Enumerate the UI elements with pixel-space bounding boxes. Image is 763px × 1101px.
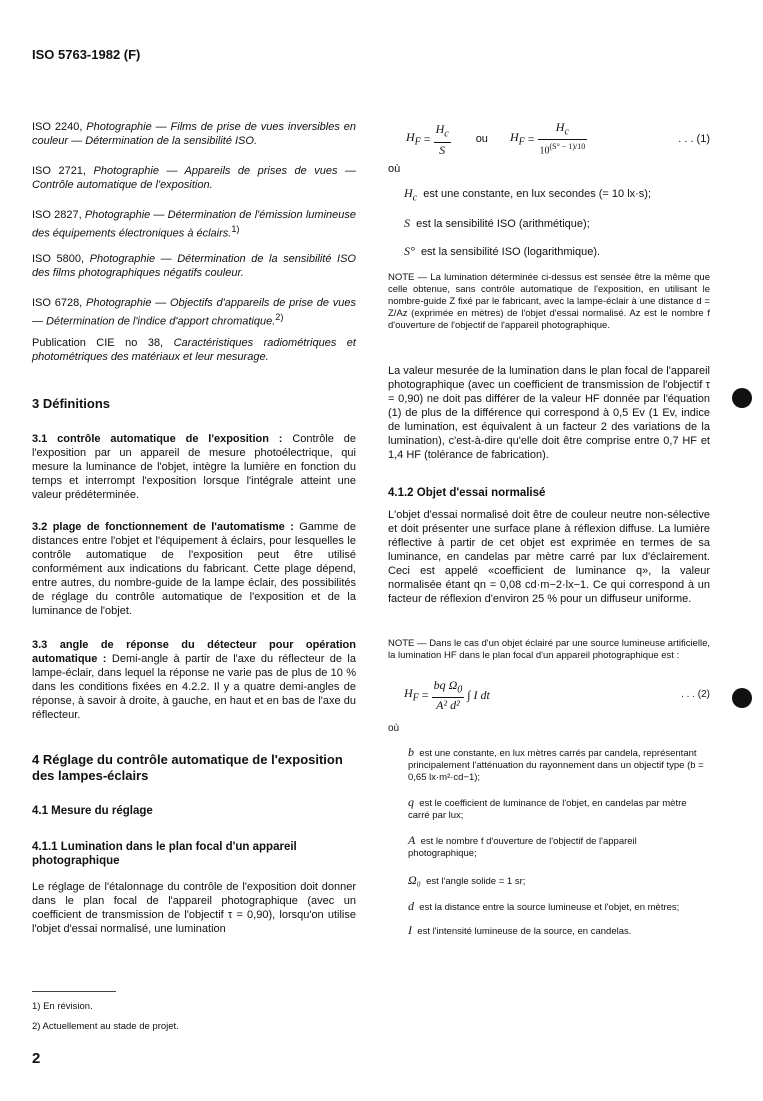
footnote-divider bbox=[32, 991, 116, 992]
section-4-1-2-title: 4.1.2 Objet d'essai normalisé bbox=[388, 487, 546, 499]
def-q: q est le coefficient de luminance de l'objet, en candelas par mètre carré par lux; bbox=[408, 795, 687, 821]
reference-iso-2721: ISO 2721, Photographie — Appareils de prises de vues — Contrôle automatique de l'exposition. bbox=[32, 165, 356, 191]
reference-iso-2240: ISO 2240, Photographie — Films de prise de vues inversibles en couleur — Détermination de la sensibilité ISO. bbox=[32, 121, 356, 147]
def-b: b est une constante, en lux mètres carrés par candela, représentant principalement l'atténuation du rayonnement dans un objectif type (b = 0,65 lx·m²·cd−1); bbox=[408, 745, 704, 783]
section-4-title: 4 Réglage du contrôle automatique de l'exposition des lampes-éclairs bbox=[32, 752, 343, 783]
definition-3-2: 3.2 plage de fonctionnement de l'automatisme : Gamme de distances entre l'objet et l'équipement à éclairs, pour lesquelles le contrôle automatique de l'exposition peut être utilisé conformément aux indications du fabricant. Cette plage dépend, entre autres, du nombre-guide de la lampe éclair, des possibilités de réglage du contrôle automatique de l'exposition et de la luminance de l'objet. bbox=[32, 521, 356, 617]
footnote-1: 1) En révision. bbox=[32, 1001, 93, 1012]
def-s: S est la sensibilité ISO (arithmétique); bbox=[404, 216, 590, 230]
ou-label-2: où bbox=[388, 723, 400, 734]
change-marker-dot bbox=[732, 688, 752, 708]
equation-2-label: . . . (2) bbox=[681, 689, 710, 701]
equation-1-fraction-a: $\frac{H_c}{S}$ bbox=[435, 122, 449, 157]
def-d: d est la distance entre la source lumineuse et l'objet, en mètres; bbox=[408, 899, 680, 913]
note-2: NOTE — Dans le cas d'un objet éclairé par une source lumineuse artificielle, la lumination HF dans le plan focal d'un appareil photographique est : bbox=[388, 638, 710, 661]
equation-1-fraction-b: $\frac{H_c}{10^{(S^\circ - 1)/10}}$ bbox=[539, 120, 586, 157]
document-code: ISO 5763-1982 (F) bbox=[32, 47, 141, 62]
equation-1-label: . . . (1) bbox=[678, 133, 710, 146]
note-1: NOTE — La lumination déterminée ci-dessus est sensée être la même que celle obtenue, sans contrôle automatique de l'exposition, en utilisant le nombre-guide Z fixé par le fabricant, avec la lampe-éclair à une distance d = Z/Az (exprimée en mètres) de l'objet d'essai normalisé. Az est le nombre f d'ouverture de l'objectif de l'appareil photographique. bbox=[388, 272, 710, 331]
definition-3-3: 3.3 angle de réponse du détecteur pour opération automatique : Demi-angle à partir de l'axe du réflecteur de la lampe-éclair, dans lequel la réponse ne varie pas de plus de 10 % dans les conditions fixées en 4.2.2. Il y a quatre demi-angles de réponse, à savoir à droite, à gauche, en haut et en bas de l'axe du réflecteur. bbox=[32, 639, 356, 721]
footnote-ref-1: 1) bbox=[231, 224, 240, 234]
equation-1: $H_F$ = $\frac{H_c}{S}$ ou $H_F$ = $\frac{H_c}{10^{(S^\circ - 1)/10}}$ . . . (1) bbox=[406, 120, 710, 157]
change-marker-dot bbox=[732, 388, 752, 408]
reference-iso-6728: ISO 6728, Photographie — Objectifs d'appareils de prise de vues — Détermination de l'indice d'apport chromatique.$^{2)}$ bbox=[32, 297, 356, 328]
def-i: I est l'intensité lumineuse de la source, en candelas. bbox=[408, 923, 632, 937]
ou-label-1: où bbox=[388, 163, 401, 175]
def-s-log: S° est la sensibilité ISO (logarithmique). bbox=[404, 244, 601, 258]
reference-iso-5800: ISO 5800, Photographie — Détermination de la sensibilité ISO des films photographiques négatifs couleur. bbox=[32, 253, 356, 279]
reference-cie-38: Publication CIE no 38, Caractéristiques radiométriques et photométriques des matériaux et leur mesurage. bbox=[32, 337, 356, 363]
footnote-2: 2) Actuellement au stade de projet. bbox=[32, 1021, 179, 1032]
equation-2: $H_F$ = $\frac{bq \Omega_0}{\text{A² d²}}$ ∫ I dt . . . (2) bbox=[404, 678, 710, 713]
section-3-title: 3 Définitions bbox=[32, 396, 111, 411]
page-number: 2 bbox=[32, 1050, 41, 1067]
def-a: A est le nombre f d'ouverture de l'objectif de l'appareil photographique; bbox=[408, 833, 637, 859]
paragraph-4-1-1: Le réglage de l'étalonnage du contrôle de l'exposition doit donner dans le plan focal de l'appareil photographique (avec un coefficient de transmission de l'objectif τ = 0,90), lorsqu'on utilise l'objet d'essai normalisé, une lumination bbox=[32, 881, 356, 935]
def-hc: $H_c$ est une constante, en lux secondes (= 10 lx·s); bbox=[404, 186, 652, 204]
equation-2-fraction: $\frac{bq \Omega_0}{\text{A² d²}}$ bbox=[433, 678, 463, 713]
definition-3-1: 3.1 contrôle automatique de l'exposition : Contrôle de l'exposition par un appareil de mesure photoélectrique, qui mesure la luminance de l'objet, intègre la lumière en fonction du temps et interrompt l'exposition lorsque l'intégrale atteint une valeur prédéterminée. bbox=[32, 433, 357, 501]
right-column bbox=[388, 120, 710, 960]
section-4-1-title: 4.1 Mesure du réglage bbox=[32, 805, 153, 817]
reference-iso-2827: ISO 2827, Photographie — Détermination de l'émission lumineuse des équipements électroniques à éclairs.$^{1)}$ bbox=[32, 209, 356, 240]
paragraph-measured-value: La valeur mesurée de la lumination dans le plan focal de l'appareil photographique (avec un coefficient de transmission de l'objectif τ = 0,90) ne doit pas différer de la valeur HF donnée par l'équation (1) de plus de la différence qui correspond à 0,5 Ev (1 Ev, indice de lumination, est équivalent à un facteur 2 des variations de la lumination), c'est-à-dire qu'elle doit être comprise entre 0,7 HF et 1,4 HF (tolérance de fabrication). bbox=[388, 365, 710, 461]
section-4-1-1-title: 4.1.1 Lumination dans le plan focal d'un appareil photographique bbox=[32, 841, 297, 867]
footnote-ref-2: 2) bbox=[275, 312, 284, 322]
def-omega: Ω₀ est l'angle solide = 1 sr; bbox=[408, 873, 526, 887]
paragraph-4-1-2: L'objet d'essai normalisé doit être de couleur neutre non-sélective et doit présenter une surface plane à réflexion diffuse. La lumière réflective à partir de cet objet est exprimée en termes de sa luminance, en candelas par mètre carré par lux d'éclairement. Ceci est appelé «coefficient de luminance q», la valeur normalisée étant qn = 0,08 cd·m−2·lx−1. Ce qui correspond à un facteur de réflexion d'environ 25 % pour un diffuseur uniforme. bbox=[388, 509, 710, 605]
